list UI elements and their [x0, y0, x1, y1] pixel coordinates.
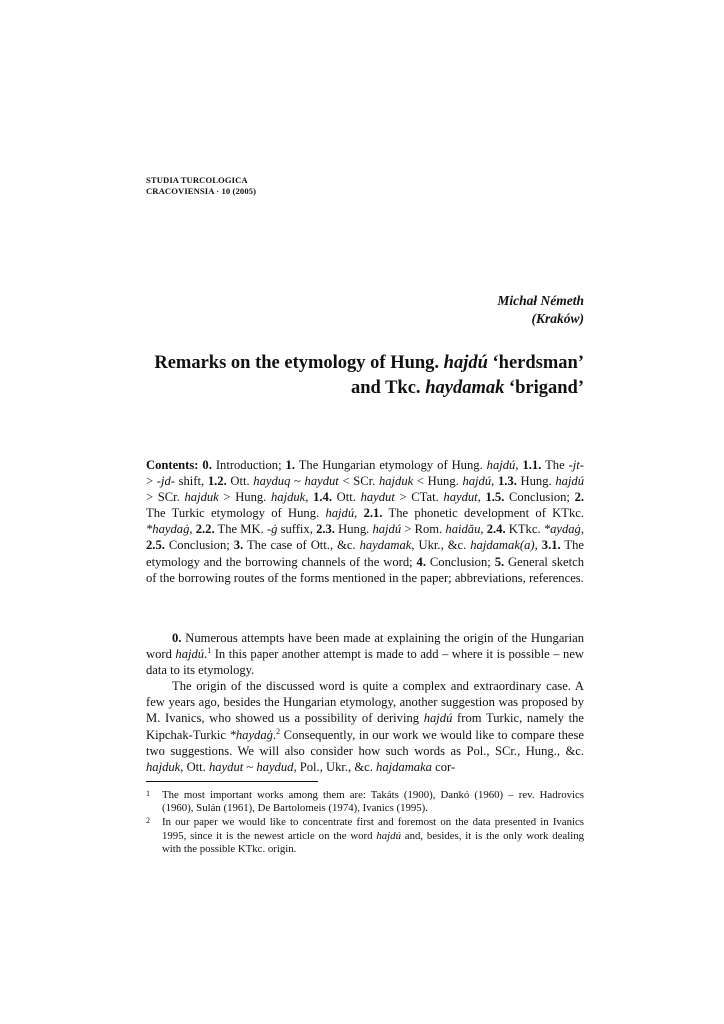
- italic-text: hajdamak(a): [470, 538, 535, 553]
- italic-text: -ġ: [266, 522, 278, 537]
- italic-text: haydamak: [359, 538, 412, 553]
- text-run: ,: [189, 522, 196, 537]
- body-text: [146, 630, 584, 775]
- italic-text: -jd-: [156, 474, 175, 489]
- text-run: , Ott.: [180, 759, 209, 774]
- text-run: The origin of the discussed word is quite a complex and extraordinary case. A few years ago, besides the Hungarian etymology, another suggestion was proposed by M. Ivanics, who showed us a possibility of deriving: [146, 679, 584, 726]
- footnote-number: 2: [146, 816, 150, 826]
- bold-text: 2.: [574, 490, 585, 505]
- text-run: The Turkic etymology of Hung.: [146, 506, 326, 521]
- body-paragraph: [146, 678, 584, 775]
- italic-text: haydut: [360, 490, 395, 505]
- bold-text: 3.: [233, 538, 244, 553]
- text-run: ,: [477, 490, 486, 505]
- text-run: shift,: [174, 474, 208, 489]
- italic-text: hajdú: [486, 458, 516, 472]
- italic-text: *aydaġ: [543, 522, 581, 537]
- author-block: [497, 292, 584, 328]
- text-run: Conclusion;: [425, 554, 495, 569]
- text-run: and, besides, it is the only work dealing with the possible KTkc. origin.: [162, 829, 584, 855]
- journal-volume: CRACOVIENSIA · 10 (2005): [146, 185, 257, 196]
- text-run: Introduction;: [211, 458, 286, 472]
- italic-text: haydud: [256, 759, 294, 774]
- text-run: ,: [480, 522, 487, 537]
- italic-text: hajdú: [372, 522, 402, 537]
- text-run: General sketch of the borrowing routes of the forms mentioned in the paper; abbreviations, references.: [146, 554, 584, 585]
- text-run: suffix,: [277, 522, 317, 537]
- text-run: < SCr.: [338, 474, 379, 489]
- footnote-text: [162, 816, 584, 854]
- table-of-contents: [146, 457, 584, 586]
- title-line-2: and Tkc. haydamak ‘brigand’: [350, 378, 584, 398]
- text-run: > Hung.: [218, 490, 271, 505]
- text-run: > Rom.: [401, 522, 446, 537]
- footnote-reference: 1: [207, 645, 212, 655]
- text-run: The Hungarian etymology of Hung.: [294, 458, 487, 472]
- italic-text: haidău: [445, 522, 481, 537]
- text-run: ,: [305, 490, 314, 505]
- text-run: KTkc.: [505, 522, 544, 537]
- title-word-haydamak: haydamak: [425, 378, 505, 398]
- italic-text: -jt-: [568, 458, 584, 472]
- italic-text: hajdú: [175, 647, 205, 662]
- bold-text: 1.3.: [497, 474, 517, 489]
- text-run: < Hung.: [413, 474, 463, 489]
- text-run: Ott.: [226, 474, 254, 489]
- italic-text: hajdú: [423, 711, 453, 726]
- introduction-paragraph: [146, 630, 584, 678]
- text-run: .: [204, 647, 208, 662]
- text-run: >: [146, 474, 157, 489]
- text-run: Hung.: [334, 522, 373, 537]
- journal-name: STUDIA TURCOLOGICA: [146, 175, 248, 185]
- text-run: ,: [515, 458, 523, 472]
- italic-text: hajdamaka: [376, 759, 432, 774]
- italic-text: hajduk: [146, 759, 181, 774]
- bold-text: 2.4.: [486, 522, 506, 537]
- article-title: [124, 351, 584, 401]
- italic-text: hajdú: [462, 474, 492, 489]
- text-run: cor-: [431, 759, 456, 774]
- footnote-1: [146, 789, 584, 815]
- bold-text: 5.: [494, 554, 505, 569]
- text-run: Ott.: [331, 490, 361, 505]
- footnote-reference: 2: [276, 726, 281, 736]
- footnote-text: [162, 789, 584, 814]
- bold-text: 1.2.: [207, 474, 227, 489]
- italic-text: *haydaġ: [229, 727, 273, 742]
- footnote-2: [146, 816, 584, 856]
- text-run: Numerous attempts have been made at explaining the origin of the Hungarian word: [146, 631, 584, 662]
- text-run: > CTat.: [394, 490, 444, 505]
- text-run: The case of Ott., &c.: [243, 538, 360, 553]
- italic-text: hayduq: [253, 474, 291, 489]
- text-run: ,: [354, 506, 364, 521]
- text-run: In our paper we would like to concentrate first and foremost on the data presented in Ivanics 1995, since it is the newest article on the word: [162, 816, 584, 842]
- text-run: > SCr.: [146, 490, 185, 505]
- text-run: In this paper another attempt is made to add – where it is possible – new data to its etymology.: [146, 647, 585, 678]
- italic-text: *haydaġ: [146, 522, 190, 537]
- italic-text: hajdú: [376, 829, 401, 842]
- text-run: .: [272, 727, 277, 742]
- text-run: Hung.: [516, 474, 556, 489]
- text-run: , Pol., Ukr., &c.: [293, 759, 377, 774]
- italic-text: hajdú: [325, 506, 355, 521]
- footnote-number: 1: [146, 789, 150, 798]
- text-run: from Turkic, namely the Kipchak-Turkic: [146, 711, 585, 742]
- italic-text: hajdú: [555, 474, 584, 489]
- text-run: Conclusion;: [164, 538, 234, 553]
- bold-text: 2.1.: [363, 506, 383, 521]
- text-run: ~: [290, 474, 305, 489]
- title-line-1: Remarks on the etymology of Hung. hajdú ‘herdsman’: [154, 353, 584, 373]
- italic-text: hajduk: [378, 474, 414, 489]
- text-run: The phonetic development of KTkc.: [382, 506, 585, 521]
- bold-text: 4.: [416, 554, 426, 569]
- text-run: Consequently, in our work we would like to compare these two suggestions. We will also consider how such words as Pol., SCr., Hung., &c.: [146, 727, 584, 758]
- footnotes: [146, 789, 584, 857]
- italic-text: haydut: [304, 474, 339, 489]
- bold-text: 1.: [285, 458, 295, 472]
- italic-text: hajduk: [184, 490, 219, 505]
- bold-text: 1.1.: [522, 458, 542, 472]
- bold-text: 2.2.: [195, 522, 215, 537]
- text-run: Conclusion;: [504, 490, 575, 505]
- text-run: ,: [534, 538, 542, 553]
- bold-text: Contents: 0.: [146, 458, 212, 472]
- title-word-hajdu: hajdú: [443, 353, 488, 373]
- text-run: The: [541, 458, 569, 472]
- footnote-separator: [146, 781, 318, 782]
- author-name: Michał Németh: [497, 293, 584, 308]
- text-run: The most important works among them are: Takáts (1900), Dankó (1960) – rev. Hadrovics (1960), Sulán (1961), De Bartolomeis (1974), Ivanics (1995).: [162, 789, 584, 815]
- bold-text: 1.5.: [485, 490, 505, 505]
- text-run: The etymology and the borrowing channels of the word;: [146, 538, 585, 569]
- journal-header: [146, 175, 256, 196]
- bold-text: 2.3.: [316, 522, 335, 537]
- italic-text: hajduk: [271, 490, 306, 505]
- author-affiliation: (Kraków): [531, 311, 584, 326]
- text-run: The MK.: [214, 522, 267, 537]
- text-run: , Ukr., &c.: [411, 538, 471, 553]
- text-run: ,: [491, 474, 498, 489]
- bold-text: 1.4.: [313, 490, 332, 505]
- italic-text: haydut: [208, 759, 244, 774]
- bold-text: 3.1.: [541, 538, 561, 553]
- bold-text: 0.: [172, 631, 182, 645]
- bold-text: 2.5.: [146, 538, 165, 553]
- text-run: ~: [243, 759, 257, 774]
- text-run: ,: [580, 522, 584, 537]
- italic-text: haydut: [443, 490, 478, 505]
